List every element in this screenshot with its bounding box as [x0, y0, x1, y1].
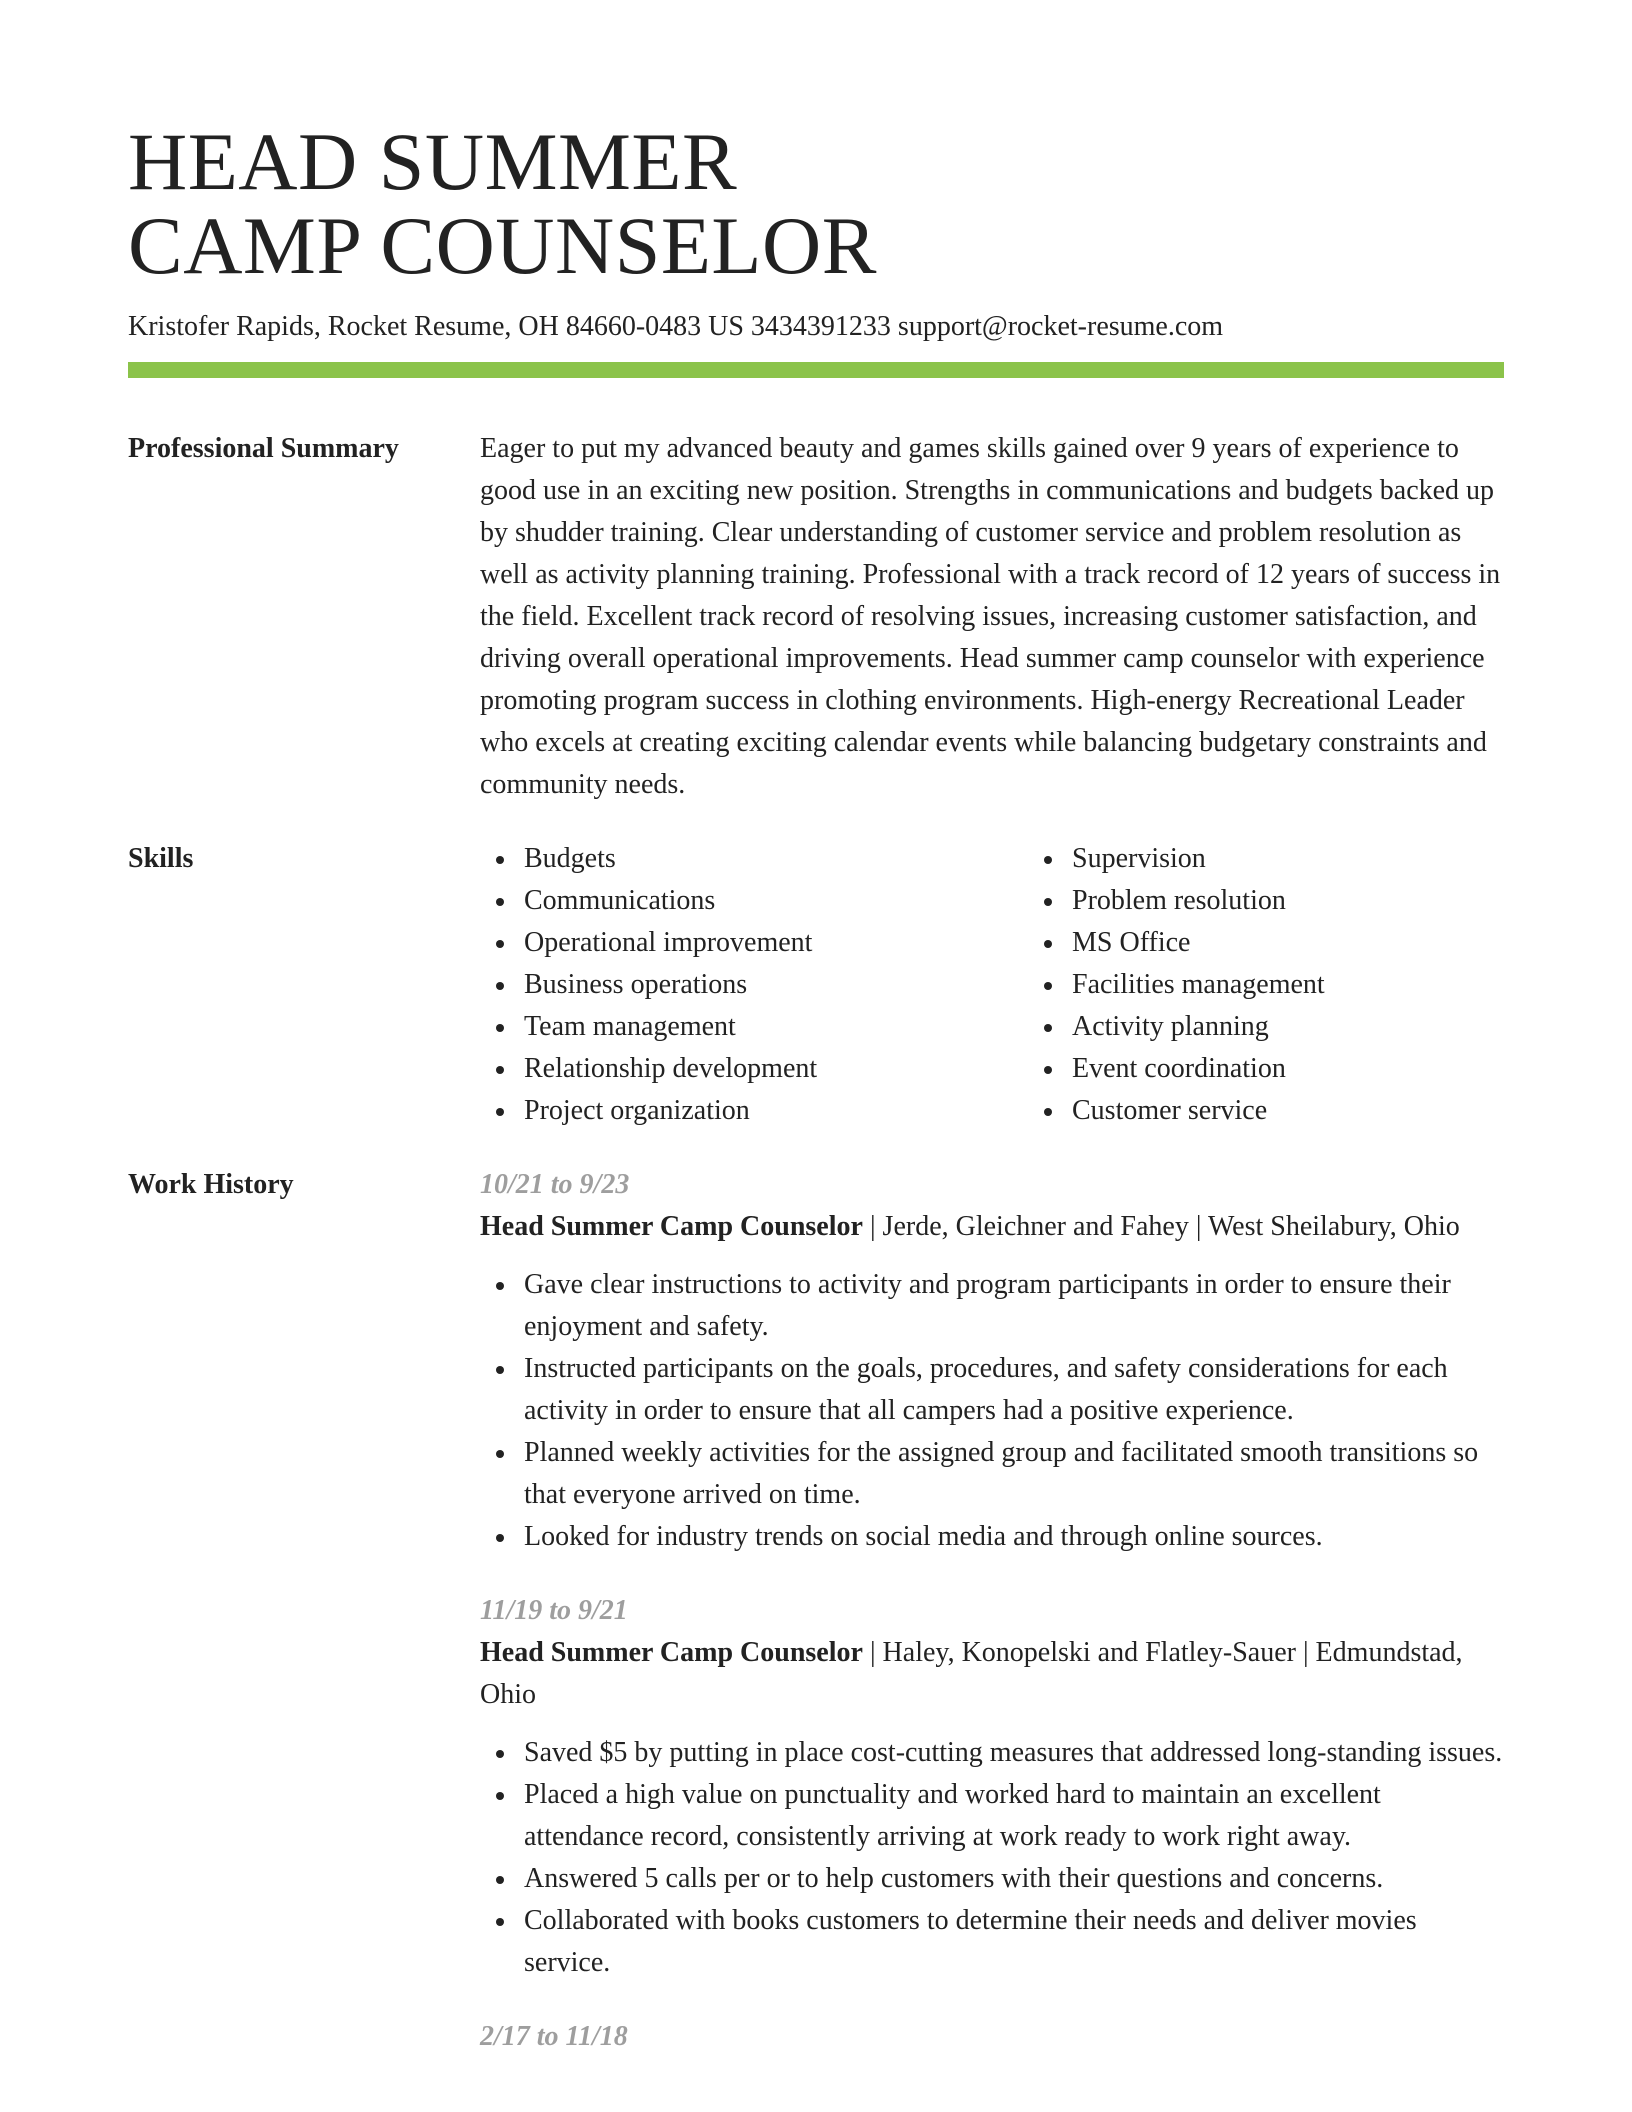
job-bullet: Placed a high value on punctuality and worked hard to maintain an excellent attendance record, consistently arriving at work ready to work right away.	[524, 1774, 1504, 1858]
skill-item: Project organization	[524, 1090, 1028, 1132]
job-bullets	[480, 1264, 1504, 1558]
skill-item: Business operations	[524, 964, 1028, 1006]
skill-item: Operational improvement	[524, 922, 1028, 964]
skills-column-1	[480, 838, 1028, 1132]
professional-summary-section	[128, 428, 1504, 806]
job-heading	[480, 1206, 1504, 1248]
job-title: Head Summer Camp Counselor	[480, 1637, 863, 1668]
section-label-skills: Skills	[128, 843, 194, 874]
job-entry	[480, 2016, 1504, 2058]
skill-item: Communications	[524, 880, 1028, 922]
job-heading	[480, 1632, 1504, 1716]
job-entry	[480, 1164, 1504, 1558]
job-employer-location: | Haley, Konopelski and Flatley-Sauer | Edmundstad, Ohio	[480, 1637, 1463, 1710]
skill-item: Problem resolution	[1072, 880, 1576, 922]
section-label-work-history: Work History	[128, 1169, 294, 1200]
skill-item: Budgets	[524, 838, 1028, 880]
skills-column-2	[1028, 838, 1576, 1132]
summary-body	[480, 428, 1504, 806]
skill-item: Customer service	[1072, 1090, 1576, 1132]
skill-item: Supervision	[1072, 838, 1576, 880]
title-line-1: HEAD SUMMER	[128, 116, 738, 207]
job-employer-location: | Jerde, Gleichner and Fahey | West Sheilabury, Ohio	[862, 1211, 1460, 1242]
job-bullet: Looked for industry trends on social media and through online sources.	[524, 1516, 1504, 1558]
accent-divider	[128, 362, 1504, 378]
job-date: 11/19 to 9/21	[480, 1595, 628, 1626]
skill-item: MS Office	[1072, 922, 1576, 964]
skill-item: Team management	[524, 1006, 1028, 1048]
job-date: 2/17 to 11/18	[480, 2021, 628, 2052]
work-history-section	[128, 1164, 1504, 2058]
contact-line: Kristofer Rapids, Rocket Resume, OH 84660-0483 US 3434391233 support@rocket-resume.com	[128, 311, 1224, 342]
job-bullet: Instructed participants on the goals, procedures, and safety considerations for each activity in order to ensure that all campers had a positive experience.	[524, 1348, 1504, 1432]
resume-page	[128, 116, 1504, 2058]
job-bullet: Answered 5 calls per or to help customers with their questions and concerns.	[524, 1858, 1504, 1900]
section-label-summary: Professional Summary	[128, 433, 399, 464]
summary-text: Eager to put my advanced beauty and games skills gained over 9 years of experience to good use in an exciting new position. Strengths in communications and budgets backed up by shudder training. Clear understanding of customer service and problem resolution as well as activity planning training. Professional with a track record of 12 years of success in the field. Excellent track record of resolving issues, increasing customer satisfaction, and driving overall operational improvements. Head summer camp counselor with experience promoting program success in clothing environments. High-energy Recreational Leader who excels at creating exciting calendar events while balancing budgetary constraints and community needs.	[480, 433, 1501, 800]
job-bullet: Saved $5 by putting in place cost-cutting measures that addressed long-standing issues.	[524, 1732, 1504, 1774]
skill-item: Relationship development	[524, 1048, 1028, 1090]
title-line-2: CAMP COUNSELOR	[128, 200, 877, 291]
skills-grid	[480, 838, 1576, 1132]
work-history-body	[480, 1164, 1504, 2058]
job-bullet: Collaborated with books customers to determine their needs and deliver movies service.	[524, 1900, 1504, 1984]
job-date: 10/21 to 9/23	[480, 1169, 630, 1200]
job-bullets	[480, 1732, 1504, 1984]
resume-title	[128, 116, 1504, 291]
skill-item: Facilities management	[1072, 964, 1576, 1006]
skills-section	[128, 838, 1504, 1132]
job-bullet: Gave clear instructions to activity and program participants in order to ensure their enjoyment and safety.	[524, 1264, 1504, 1348]
job-bullet: Planned weekly activities for the assigned group and facilitated smooth transitions so that everyone arrived on time.	[524, 1432, 1504, 1516]
skill-item: Activity planning	[1072, 1006, 1576, 1048]
job-entry	[480, 1590, 1504, 1984]
job-title: Head Summer Camp Counselor	[480, 1211, 863, 1242]
skill-item: Event coordination	[1072, 1048, 1576, 1090]
